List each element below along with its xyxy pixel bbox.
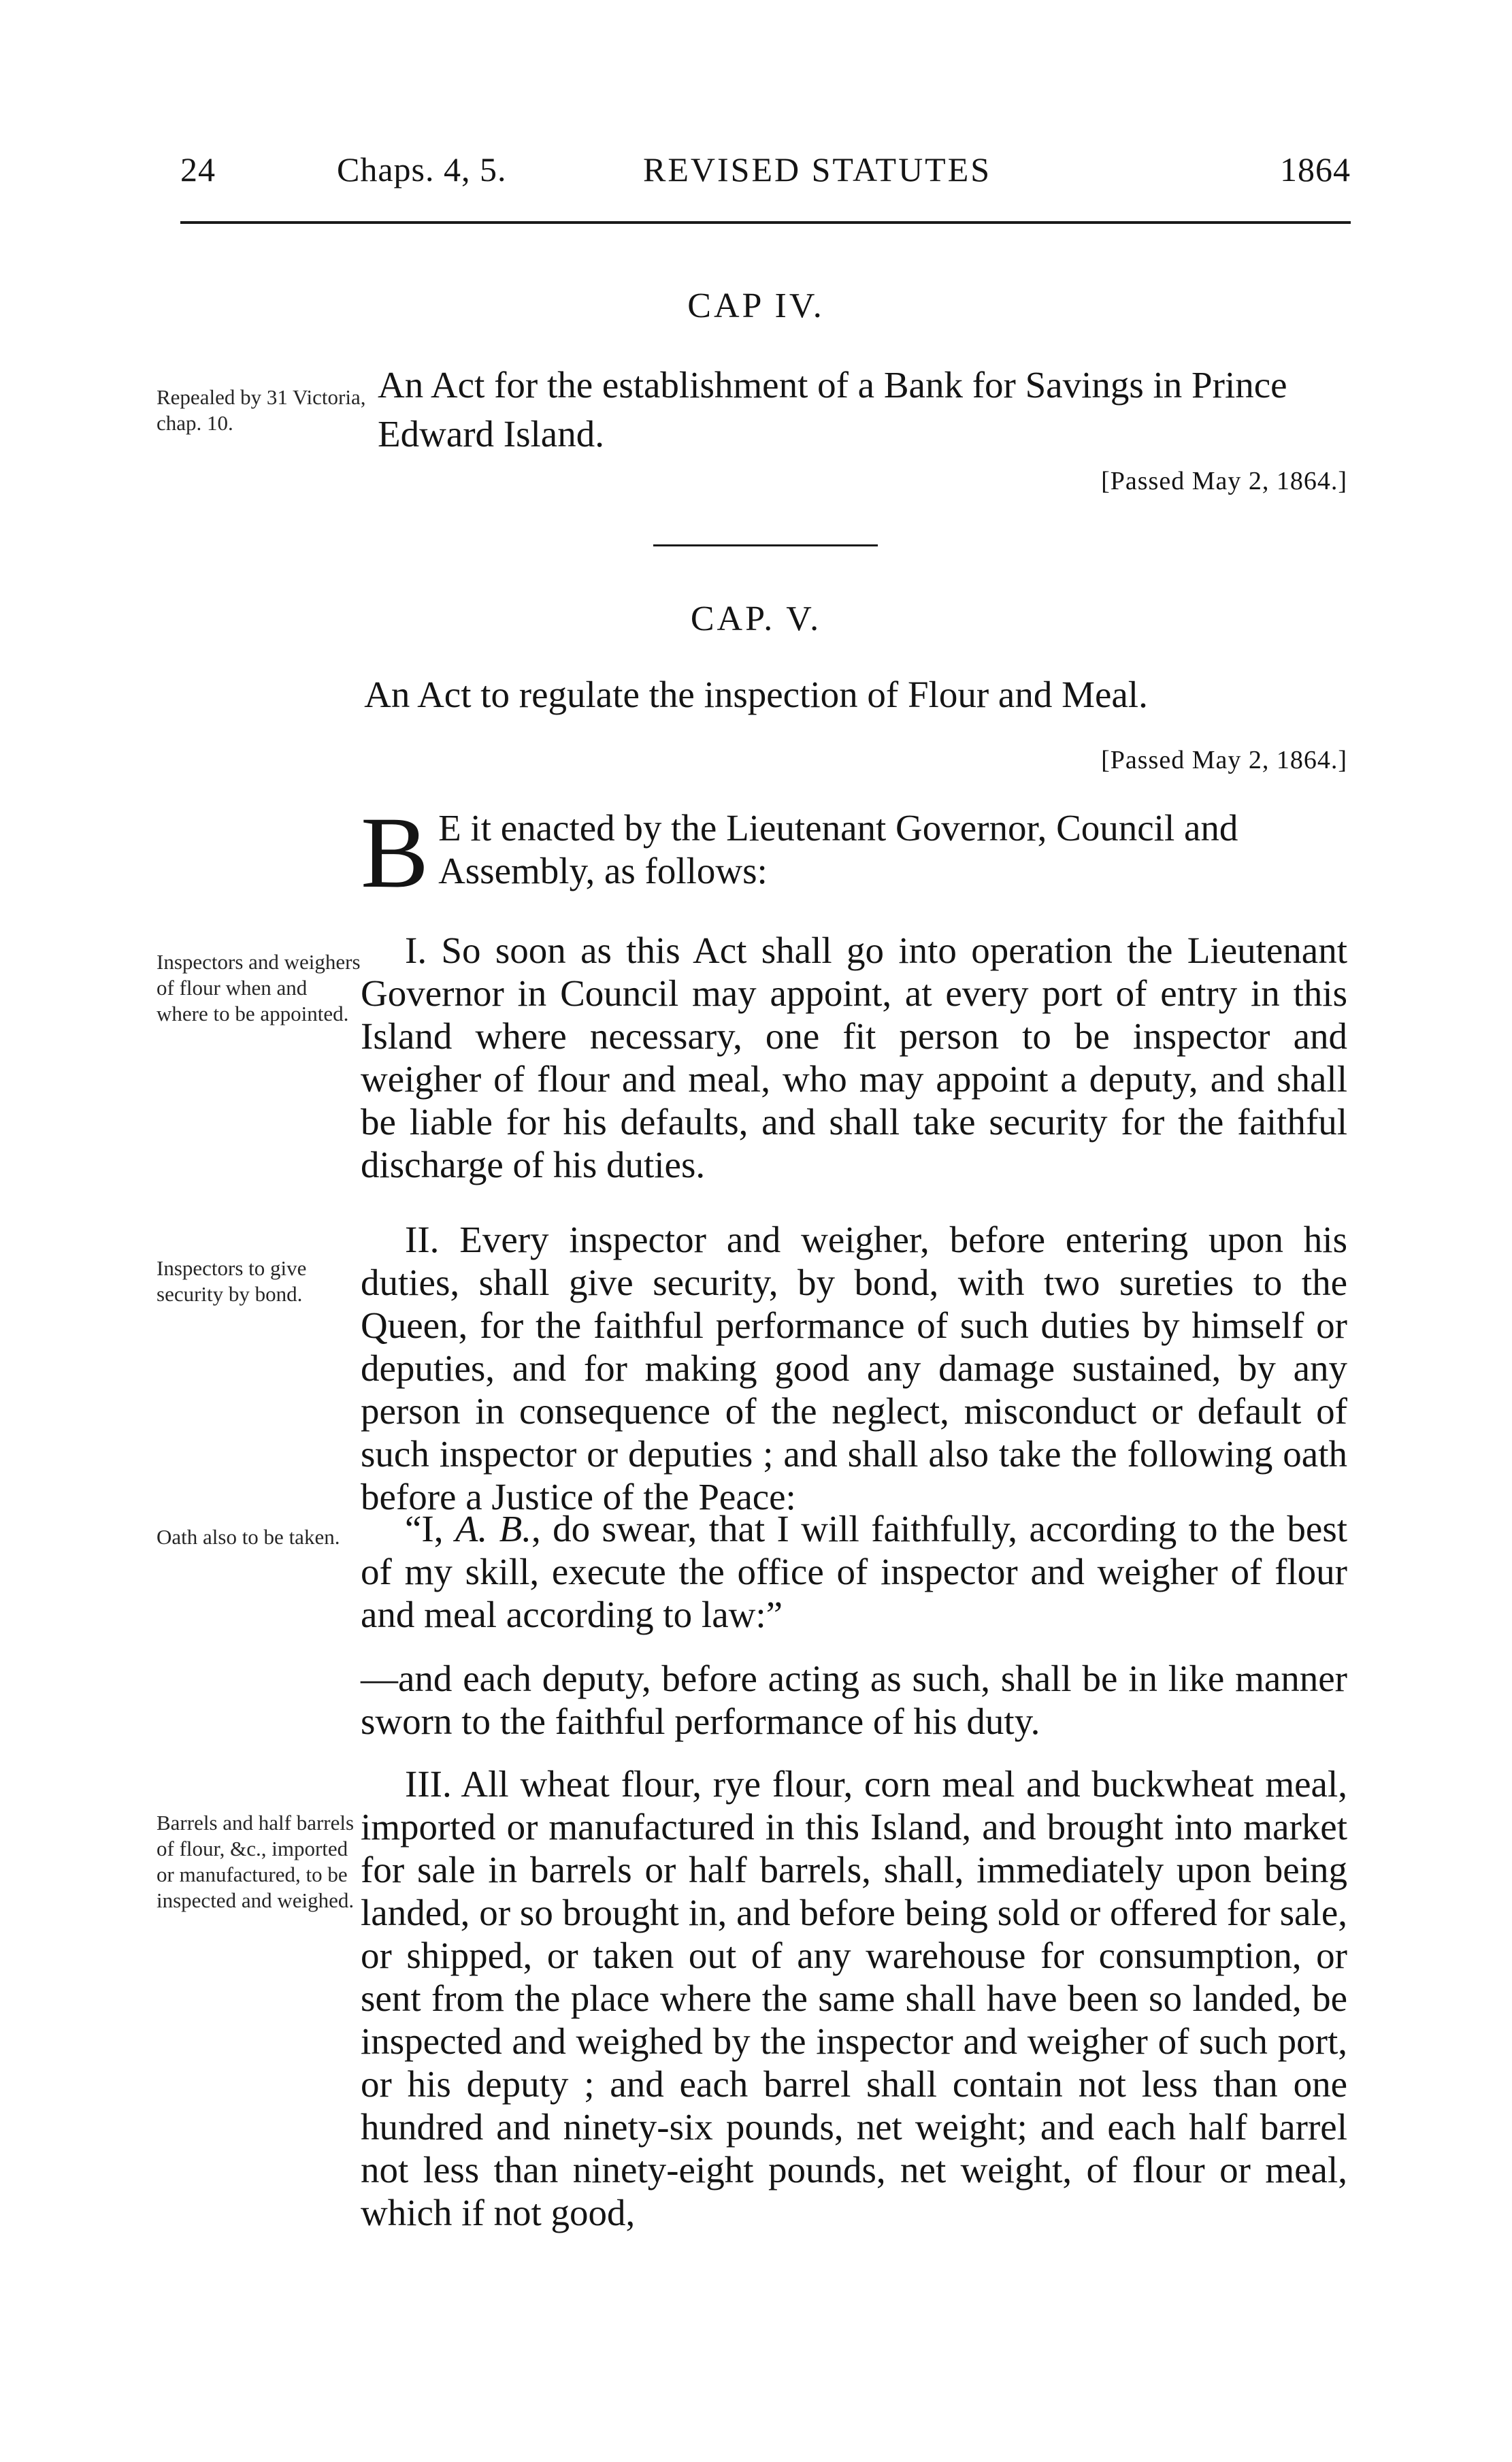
cap-5-heading: CAP. V. [690,600,822,638]
margin-note-section-3: Barrels and half barrels of flour, &c., imported or manufactured, to be inspected and weighed. [157,1811,355,1912]
cap-5-passed-date: [Passed May 2, 1864.] [1101,746,1347,774]
running-head [180,150,1351,204]
drop-cap-letter: B [361,796,429,909]
cap-4-passed-date: [Passed May 2, 1864.] [1101,467,1347,495]
header-rule [180,221,1351,224]
section-3 [361,1762,1347,2234]
cap-4-title-text: An Act for the establishment of a Bank for Savings in Prince Edward Island. [378,364,1287,455]
enacting-clause-text: E it enacted by the Lieutenant Governor, Council and Assembly, as follows: [438,807,1238,891]
chapter-range: Chaps. 4, 5. [337,150,507,188]
oath-open: “I, [405,1508,455,1549]
oath-name-placeholder: A. B. [455,1508,531,1549]
page-number: 24 [180,150,216,188]
section-2 [361,1218,1347,1518]
margin-note-oath: Oath also to be taken. [157,1525,340,1549]
margin-note-section-2: Inspectors to give security by bond. [157,1256,307,1306]
oath-paragraph [361,1507,1347,1636]
cap-4-heading: CAP IV. [687,286,825,325]
oath-text [361,1507,1347,1636]
section-1-text: I. So soon as this Act shall go into operation the Lieutenant Governor in Council may appoint, at every port of entry in this Island where necessary, one fit person to be inspector and weigher of flour and meal, who may appoint a deputy, and shall be liable for his defaults, and shall take security for the faithful discharge of his duties. [361,930,1347,1185]
section-divider [653,544,878,546]
deputy-clause-text: —and each deputy, before acting as such, shall be in like manner sworn to the faithful performance of his duty. [361,1658,1347,1742]
enacting-clause [361,796,1347,909]
section-1 [361,929,1347,1186]
running-year: 1864 [1280,150,1351,188]
deputy-clause [361,1657,1347,1743]
cap-5-title: An Act to regulate the inspection of Flour and Meal. [364,674,1148,715]
section-3-text: III. All wheat flour, rye flour, corn meal and buckwheat meal, imported or manufactured in this Island, and brought into market for sale in barrels or half barrels, shall, immediately upon being landed, or so brought in, and before being sold or offered for sale, or shipped, or taken out of any warehouse for consumption, or sent from the place where the same shall have been so landed, be inspected and weighed by the inspector and weigher of such port, or his deputy ; and each barrel shall contain not less than one hundred and ninety-six pounds, net weight; and each half barrel not less than ninety-eight pounds, net weight, of flour or meal, which if not good, [361,1763,1347,2233]
cap-4-margin-note: Repealed by 31 Victoria, chap. 10. [157,385,366,435]
cap-4-title [378,361,1344,459]
margin-note-section-1: Inspectors and weighers of flour when and where to be appointed. [157,950,361,1025]
running-title: REVISED STATUTES [643,150,992,188]
section-2-text: II. Every inspector and weigher, before entering upon his duties, shall give security, by bond, with two sureties to the Queen, for the faithful performance of such duties by himself or deputies, and for making good any damage sustained, by any person in consequence of the neglect, misconduct or default of such inspector or deputies ; and shall also take the following oath before a Justice of the Peace: [361,1219,1347,1517]
oath-rest: , do swear, that I will faithfully, according to the best of my skill, execute the office of inspector and weigher of flour and meal according to law:” [361,1508,1348,1635]
